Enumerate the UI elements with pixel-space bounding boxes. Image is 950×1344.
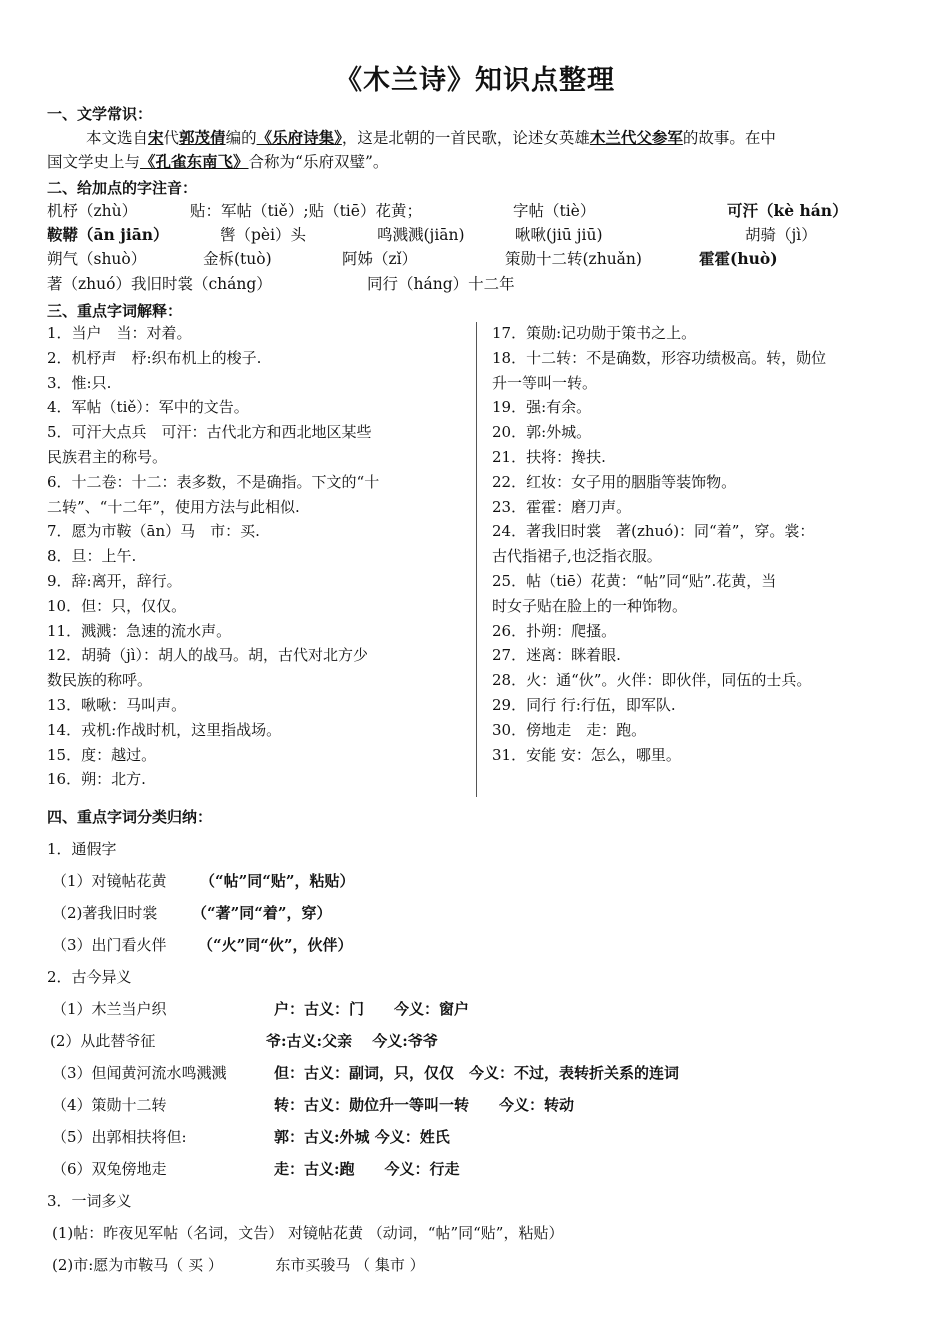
gujin-note-3: 但：古义：副词，只，仅仅 今义：不过，表转折关系的连词 xyxy=(274,1064,680,1082)
tongjia-title: 1．通假字 xyxy=(47,840,117,858)
tongjia-note-3: （“火”同“伙”，伙伴） xyxy=(198,936,353,954)
definition-line: 1．当户 当：对着。 xyxy=(47,324,192,342)
definition-line: 古代指裙子,也泛指衣服。 xyxy=(492,547,662,566)
duoyi-title: 3．一词多义 xyxy=(47,1192,132,1210)
definition-line: 12．胡骑（jì）：胡人的战马。胡，古代对北方少 xyxy=(47,646,369,665)
gujin-item-1: （1）木兰当户织 xyxy=(52,1000,167,1018)
gujin-title: 2．古今异义 xyxy=(47,968,132,986)
definition-line: 16．朔：北方. xyxy=(47,770,146,789)
intro-text: 合称为“乐府双璧”。 xyxy=(248,153,389,171)
definition-line: 26．扑朔：爬搔。 xyxy=(492,621,617,640)
dynasty: 宋 xyxy=(148,128,164,147)
definition-line: 30．傍地走 走：跑。 xyxy=(492,720,647,739)
definition-line: 10．但：只，仅仅。 xyxy=(47,596,187,615)
definition-line: 21．扶将：搀扶. xyxy=(492,448,606,466)
definition-line: 25．帖（tiē）花黄：“帖”同“贴”.花黄，当 xyxy=(492,572,777,590)
definition-line: 19．强:有余。 xyxy=(492,398,592,417)
column-divider xyxy=(476,322,477,797)
pinyin-item: 字帖（tiè） xyxy=(513,202,596,220)
tongjia-item-1: （1）对镜帖花黄 xyxy=(52,872,167,890)
definition-line: 22．红妆：女子用的胭脂等装饰物。 xyxy=(492,472,737,491)
definition-line: 14．戎机:作战时机，这里指战场。 xyxy=(47,720,282,739)
definition-line: 民族君主的称号。 xyxy=(47,448,168,466)
section-2-heading: 二、给加点的字注音： xyxy=(47,179,198,197)
pinyin-item: 策勋十二转(zhuǎn) xyxy=(505,250,642,268)
pinyin-item: 贴：军帖（tiě）;贴（tiē）花黄； xyxy=(190,202,422,220)
definition-line: 数民族的称呼。 xyxy=(47,671,153,690)
pinyin-item: 机杼（zhù） xyxy=(47,202,138,220)
gujin-note-1: 户：古义：门 今义：窗户 xyxy=(274,1000,470,1018)
gujin-item-5: （5）出郭相扶将但: xyxy=(52,1128,187,1146)
pinyin-item: 可汗（kè hán） xyxy=(727,201,848,220)
definition-line: 11．溅溅：急速的流水声。 xyxy=(47,621,232,640)
tongjia-item-3: （3）出门看火伴 xyxy=(52,936,167,954)
tongjia-note-2: （“著”同“着”，穿） xyxy=(192,904,332,922)
definition-line: 23．霍霍：磨刀声。 xyxy=(492,497,632,516)
pinyin-item: 鞍鞯（ān jiān） xyxy=(47,225,169,244)
duoyi-item-2: (2)市:愿为市鞍马（ 买 ） 东市买骏马 （ 集市 ） xyxy=(52,1256,425,1274)
definition-line: 18．十二转：不是确数，形容功绩极高。转，勋位 xyxy=(492,348,827,367)
definition-line: 6．十二卷：十二：表多数，不是确指。下文的“十 xyxy=(47,472,380,491)
pinyin-item: 鸣溅溅(jiān) xyxy=(377,226,465,244)
definition-line: 4．军帖（tiě）：军中的文告。 xyxy=(47,398,249,417)
intro-text: 编的 xyxy=(225,129,257,147)
definition-line: 8．旦：上午. xyxy=(47,547,137,566)
definition-line: 9．辞:离开，辞行。 xyxy=(47,572,182,590)
pinyin-item: 著（zhuó）我旧时裳（cháng） xyxy=(47,275,272,293)
gujin-item-4: （4）策勋十二转 xyxy=(52,1096,167,1114)
tongjia-item-2: （2)著我旧时裳 xyxy=(52,904,158,922)
literary-intro-line-1 xyxy=(86,126,776,148)
gujin-item-3: （3）但闻黄河流水鸣溅溅 xyxy=(52,1064,227,1082)
intro-text: 国文学史上与 xyxy=(47,153,141,171)
pinyin-item: 胡骑（jì） xyxy=(745,226,817,244)
definition-line: 24．著我旧时裳 著(zhuó)：同“着”，穿。裳： xyxy=(492,522,815,541)
pinyin-item: 朔气（shuò） xyxy=(47,250,147,268)
page-title: 《木兰诗》知识点整理 xyxy=(335,65,615,96)
tongjia-note-1: （“帖”同“贴”，粘贴） xyxy=(200,872,355,890)
definition-line: 3．惟:只. xyxy=(47,373,112,392)
section-1-heading: 一、文学常识： xyxy=(47,105,153,123)
section-3-heading: 三、重点字词解释： xyxy=(47,302,183,320)
literary-intro-line-2 xyxy=(47,150,388,172)
definition-line: 15．度：越过。 xyxy=(47,745,157,764)
definition-line: 31．安能 安：怎么，哪里。 xyxy=(492,745,681,764)
pinyin-item: 霍霍(huò) xyxy=(699,249,778,268)
definition-line: 升一等叫一转。 xyxy=(492,373,598,392)
peer-poem: 《孔雀东南飞》 xyxy=(140,152,249,171)
collection: 《乐府诗集》 xyxy=(256,128,342,147)
pinyin-item: 阿姊（zǐ） xyxy=(342,250,418,268)
pinyin-item: 同行（háng）十二年 xyxy=(367,275,515,293)
section-4-heading: 四、重点字词分类归纳： xyxy=(47,808,213,826)
compiler: 郭茂倩 xyxy=(179,128,226,147)
intro-text: 本文选自 xyxy=(86,129,149,147)
definition-line: 二转”、“十二年”，使用方法与此相似. xyxy=(47,497,300,516)
gujin-item-2: (2）从此替爷征 xyxy=(50,1032,156,1050)
definition-line: 27．迷离：眯着眼. xyxy=(492,646,621,665)
story: 木兰代父参军 xyxy=(589,128,683,147)
pinyin-item: 辔（pèi）头 xyxy=(220,226,307,244)
definition-line: 17．策勋:记功勋于策书之上。 xyxy=(492,324,697,342)
definition-line: 29．同行 行:行伍，即军队. xyxy=(492,696,676,714)
pinyin-item: 金柝(tuò) xyxy=(203,250,272,268)
definition-line: 13．啾啾：马叫声。 xyxy=(47,696,187,714)
definition-line: 时女子贴在脸上的一种饰物。 xyxy=(492,596,688,615)
definition-line: 5．可汗大点兵 可汗：古代北方和西北地区某些 xyxy=(47,423,372,442)
gujin-note-5: 郭：古义:外城 今义：姓氏 xyxy=(274,1128,450,1146)
gujin-note-4: 转：古义：勋位升一等叫一转 今义：转动 xyxy=(274,1096,575,1114)
definition-line: 2．机杼声 杼:织布机上的梭子. xyxy=(47,348,262,367)
intro-text: 代 xyxy=(163,129,180,147)
intro-text: 的故事。在中 xyxy=(682,129,776,147)
duoyi-item-1: (1)帖：昨夜见军帖（名词，文告） 对镜帖花黄 （动词，“帖”同“贴”，粘贴） xyxy=(52,1224,564,1242)
gujin-item-6: （6）双兔傍地走 xyxy=(52,1160,167,1178)
intro-text: ，这是北朝的一首民歌，论述女英雄 xyxy=(341,129,590,147)
definition-line: 7．愿为市鞍（ān）马 市：买. xyxy=(47,522,260,541)
definition-line: 28．火：通“伙”。火伴：即伙伴，同伍的士兵。 xyxy=(492,671,812,690)
gujin-note-2: 爷:古义:父亲 今义:爷爷 xyxy=(266,1032,438,1050)
pinyin-item: 啾啾(jiū jiū) xyxy=(515,226,603,244)
gujin-note-6: 走：古义:跑 今义：行走 xyxy=(274,1160,460,1178)
definition-line: 20．郭:外城。 xyxy=(492,423,592,442)
